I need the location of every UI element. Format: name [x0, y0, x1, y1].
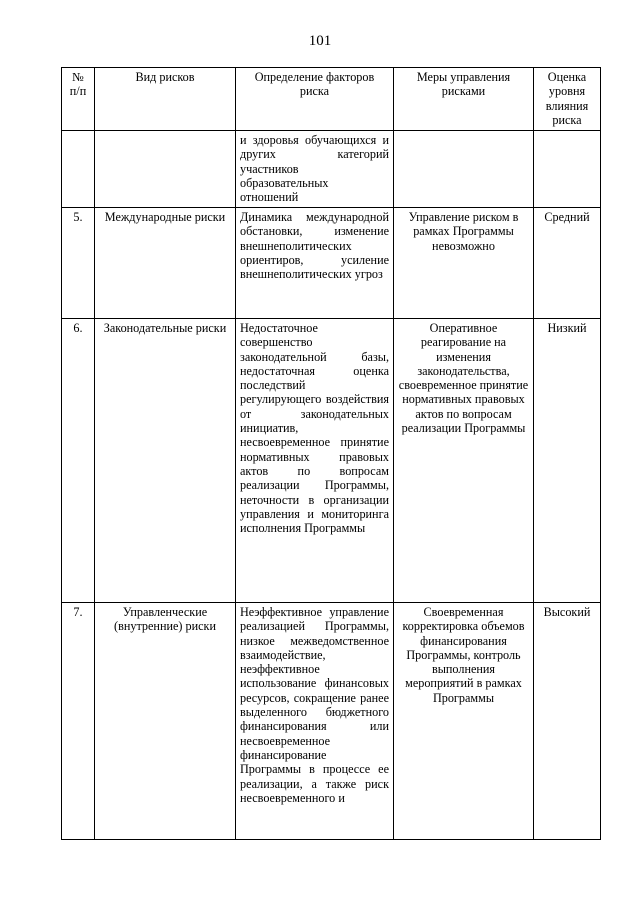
table-header-row [62, 68, 601, 131]
header-risk-level: Оценка уровня влияния риска [534, 68, 601, 131]
header-risk-kind: Вид рисков [95, 68, 236, 131]
row-number: 6. [62, 319, 95, 603]
row-risk-factors: Неэффективное управление реализацией Программы, низкое межведомственное взаимодействие, неэффективное использование финансовых ресурсов, сокращение ранее выделенного бюджетного финансирования или несвоевременное финансирование Программы в процессе ее реализации, а также риск несвоевременного и [236, 603, 394, 840]
row-number: 5. [62, 208, 95, 319]
row-risk-factors: Недостаточное совершенство законодательной базы, недостаточная оценка последствий регулирующего воздействия от законодательных инициатив, несвоевременное принятие нормативных правовых актов по вопросам реализации Программы, неточности в организации управления и мониторинга исполнения Программы [236, 319, 394, 603]
risk-table [61, 67, 601, 840]
row-risk-level [534, 131, 601, 208]
page-number: 101 [308, 33, 332, 49]
row-risk-measures [394, 131, 534, 208]
table-row [62, 603, 601, 840]
table-row [62, 208, 601, 319]
row-risk-measures: Управление риском в рамках Программы невозможно [394, 208, 534, 319]
table-row [62, 319, 601, 603]
row-number: 7. [62, 603, 95, 840]
row-risk-level: Средний [534, 208, 601, 319]
header-risk-factors: Определение факторов риска [236, 68, 394, 131]
row-risk-measures: Своевременная корректировка объемов финансирования Программы, контроль выполнения мероприятий в рамках Программы [394, 603, 534, 840]
header-risk-measures: Меры управления рисками [394, 68, 534, 131]
row-risk-kind: Законодательные риски [95, 319, 236, 603]
row-risk-level: Низкий [534, 319, 601, 603]
row-risk-kind: Управленческие (внутренние) риски [95, 603, 236, 840]
row-risk-factors: Динамика международной обстановки, изменение внешнеполитических ориентиров, усиление внешнеполитических угроз [236, 208, 394, 319]
row-risk-kind: Международные риски [95, 208, 236, 319]
table-row [62, 131, 601, 208]
row-risk-kind [95, 131, 236, 208]
header-number: № п/п [62, 68, 95, 131]
row-risk-factors: и здоровья обучающихся и других категорий участников образовательных отношений [236, 131, 394, 208]
row-risk-level: Высокий [534, 603, 601, 840]
row-number [62, 131, 95, 208]
row-risk-measures: Оперативное реагирование на изменения законодательства, своевременное принятие нормативных правовых актов по вопросам реализации Программы [394, 319, 534, 603]
